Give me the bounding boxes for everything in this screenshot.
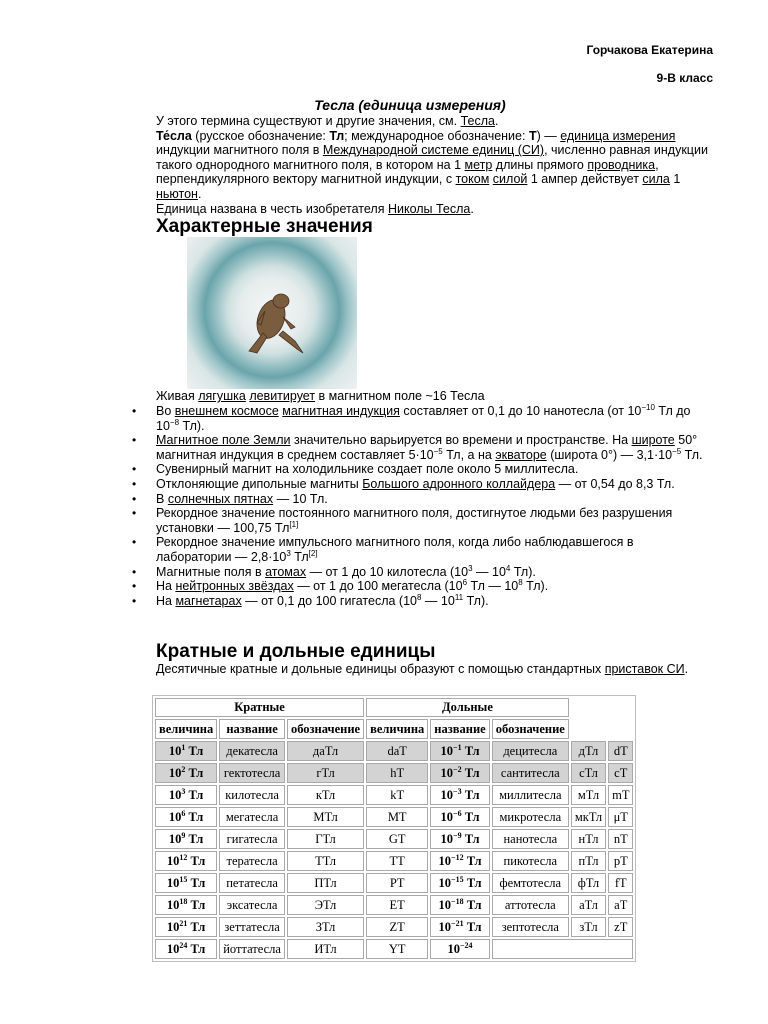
magnitude-unit: Тл bbox=[461, 787, 480, 802]
magnitude-cell bbox=[155, 741, 217, 761]
inline-link[interactable]: Магнитное поле Земли bbox=[156, 433, 291, 448]
unit-name-cell: килотесла bbox=[219, 785, 285, 805]
magnitude-cell bbox=[430, 917, 489, 937]
item-text: В bbox=[156, 491, 168, 506]
metre-link[interactable]: метр bbox=[464, 157, 493, 172]
inline-link[interactable]: внешнем космосе bbox=[174, 404, 279, 418]
unit-symbol-ru-cell: ЗТл bbox=[287, 917, 364, 937]
magnitude-exponent: −18 bbox=[451, 896, 464, 906]
column-header: название bbox=[219, 719, 285, 739]
item-text: — 10 bbox=[472, 564, 506, 579]
table-row bbox=[155, 917, 633, 937]
item-text: Тл. bbox=[681, 447, 703, 462]
magnitude-base: 10 bbox=[440, 765, 454, 780]
multiples-text: . bbox=[684, 662, 689, 676]
unit-name-cell: мегатесла bbox=[219, 807, 285, 827]
inline-link[interactable]: нейтронных звёздах bbox=[175, 579, 294, 594]
inline-link[interactable]: магнитная индукция bbox=[282, 404, 400, 418]
magnitude-exponent: −6 bbox=[453, 808, 462, 818]
unit-symbol-ru-cell: пТл bbox=[571, 851, 606, 871]
magnitude-base: 10 bbox=[440, 809, 454, 824]
magnitude-exponent: 12 bbox=[179, 852, 188, 862]
list-item bbox=[132, 535, 712, 564]
magnitude-cell bbox=[155, 807, 217, 827]
item-text: Тл). bbox=[522, 579, 549, 594]
unit-name-cell: нанотесла bbox=[492, 829, 569, 849]
unit-symbol-int-cell: PT bbox=[366, 873, 428, 893]
force-link[interactable]: сила bbox=[642, 172, 670, 187]
item-text: (широта 0°) — 3,1·10 bbox=[546, 447, 673, 462]
magnitude-base: 10 bbox=[168, 831, 182, 846]
unit-name-cell: эксатесла bbox=[219, 895, 285, 915]
magnitude-cell bbox=[155, 873, 217, 893]
item-text: — от 0,1 до 100 гигатесла (10 bbox=[241, 593, 417, 608]
unit-name-cell: миллитесла bbox=[492, 785, 569, 805]
superscript: −5 bbox=[433, 446, 443, 456]
levitating-frog-image bbox=[187, 237, 357, 389]
unit-name-cell: децитесла bbox=[492, 741, 569, 761]
unit-symbol-ru-cell: дТл bbox=[571, 741, 606, 761]
intro-text: 1 bbox=[669, 172, 681, 187]
unit-name-cell: йоттатесла bbox=[219, 939, 285, 959]
frog-icon bbox=[187, 237, 357, 389]
intro-text: . bbox=[197, 186, 202, 201]
magnitude-exponent: 15 bbox=[179, 874, 188, 884]
bullet-icon: • bbox=[132, 491, 137, 506]
list-item bbox=[132, 592, 712, 609]
inline-link[interactable]: атомах bbox=[265, 564, 307, 579]
levitation-link[interactable]: левитирует bbox=[249, 389, 316, 403]
magnitude-cell bbox=[155, 785, 217, 805]
item-text: — от 1 до 10 килотесла (10 bbox=[306, 564, 469, 579]
magnitude-base: 10 bbox=[438, 875, 452, 890]
magnitude-base: 10 bbox=[438, 897, 452, 912]
unit-symbol-int-cell: fT bbox=[608, 873, 633, 893]
magnitude-base: 10 bbox=[440, 743, 454, 758]
list-item bbox=[132, 506, 712, 535]
unit-symbol-ru-cell: даТл bbox=[287, 741, 364, 761]
superscript: [1] bbox=[289, 519, 299, 529]
magnitude-base: 10 bbox=[440, 787, 454, 802]
magnitude-base: 10 bbox=[168, 787, 182, 802]
item-text: — 10 Тл. bbox=[273, 491, 328, 506]
table-row bbox=[155, 807, 633, 827]
magnitude-exponent: 6 bbox=[181, 808, 186, 818]
table-row bbox=[155, 895, 633, 915]
magnitude-base: 10 bbox=[166, 919, 180, 934]
conductor-link[interactable]: проводника bbox=[587, 157, 656, 172]
magnitude-unit: Тл bbox=[185, 765, 204, 780]
unit-symbol-int-cell: nT bbox=[608, 829, 633, 849]
unit-symbol-int-cell: GT bbox=[366, 829, 428, 849]
item-text: На bbox=[156, 579, 176, 594]
group-submultiples-header: Дольные bbox=[366, 698, 569, 717]
magnitude-unit: Тл bbox=[187, 897, 206, 912]
inline-link[interactable]: экваторе bbox=[495, 447, 547, 462]
bullet-icon: • bbox=[132, 506, 137, 521]
magnitude-exponent: −24 bbox=[459, 940, 473, 950]
intro-text: . bbox=[470, 201, 474, 216]
magnitude-cell bbox=[155, 851, 217, 871]
item-text: Во bbox=[156, 404, 175, 418]
intro-text: , численно равная индукции такого однородного магнитного поля, в котором на 1 bbox=[156, 143, 708, 172]
unit-symbol-int-cell: ET bbox=[366, 895, 428, 915]
table-row bbox=[155, 851, 633, 871]
magnitude-base: 10 bbox=[440, 831, 454, 846]
item-text: Сувенирный магнит на холодильнике создает поле около 5 миллитесла. bbox=[156, 462, 579, 477]
unit-symbol-ru-cell: кТл bbox=[287, 785, 364, 805]
item-text: — от 1 до 100 мегатесла (10 bbox=[293, 579, 463, 594]
magnitude-cell bbox=[155, 895, 217, 915]
list-item bbox=[132, 462, 712, 477]
magnitude-cell bbox=[155, 763, 217, 783]
magnitude-unit: Тл bbox=[463, 853, 482, 868]
unit-symbol-ru-cell: ПТл bbox=[287, 873, 364, 893]
unit-symbol-ru-cell: ИТл bbox=[287, 939, 364, 959]
item-text: Тл bbox=[290, 549, 309, 564]
superscript: 3 bbox=[468, 563, 473, 573]
list-item bbox=[132, 433, 712, 462]
superscript: −8 bbox=[169, 417, 180, 427]
section-heading-characteristic: Характерные значения bbox=[156, 216, 373, 237]
magnitude-unit: Тл bbox=[461, 831, 480, 846]
characteristic-values-list bbox=[132, 402, 712, 608]
bullet-icon: • bbox=[132, 476, 137, 491]
unit-name-cell: пикотесла bbox=[492, 851, 569, 871]
magnitude-base: 10 bbox=[447, 941, 460, 956]
section-heading-multiples: Кратные и дольные единицы bbox=[156, 641, 436, 662]
bullet-icon: • bbox=[132, 564, 137, 579]
list-item bbox=[132, 491, 712, 507]
inline-link[interactable]: солнечных пятнах bbox=[167, 491, 274, 506]
superscript: 6 bbox=[462, 577, 468, 587]
item-text: — от 0,54 до 8,3 Тл. bbox=[555, 476, 675, 491]
magnitude-base: 10 bbox=[168, 809, 182, 824]
unit-symbol-int-cell: YT bbox=[366, 939, 428, 959]
superscript: 3 bbox=[286, 548, 291, 558]
magnitude-unit: Тл bbox=[185, 787, 204, 802]
column-header: обозначение bbox=[492, 719, 569, 739]
newton-link[interactable]: ньютон bbox=[156, 186, 198, 201]
magnitude-base: 10 bbox=[168, 743, 182, 758]
unit-link[interactable]: единица измерения bbox=[560, 128, 676, 143]
magnitude-base: 10 bbox=[168, 765, 182, 780]
magnitude-cell bbox=[430, 851, 489, 871]
unit-symbol-int-cell: kT bbox=[366, 785, 428, 805]
inline-link[interactable]: магнетарах bbox=[175, 593, 242, 608]
magnitude-unit: Тл bbox=[187, 875, 206, 890]
author-name: Горчакова Екатерина bbox=[586, 43, 713, 57]
table-row bbox=[155, 829, 633, 849]
unit-name-cell: зеттатесла bbox=[219, 917, 285, 937]
item-text: Тл). bbox=[179, 418, 205, 433]
magnitude-exponent: 24 bbox=[179, 940, 188, 950]
magnitude-exponent: −3 bbox=[453, 786, 462, 796]
unit-symbol-int-cell: hT bbox=[366, 763, 428, 783]
superscript: 8 bbox=[518, 577, 523, 587]
multiples-paragraph bbox=[156, 662, 712, 677]
magnitude-unit: Тл bbox=[463, 897, 482, 912]
unit-symbol-int-cell: μT bbox=[608, 807, 633, 827]
magnitude-exponent: 9 bbox=[181, 830, 186, 840]
magnitude-base: 10 bbox=[166, 875, 180, 890]
unit-symbol-ru-cell: фТл bbox=[571, 873, 606, 893]
unit-name-cell: аттотесла bbox=[492, 895, 569, 915]
magnitude-unit: Тл bbox=[463, 919, 482, 934]
magnitude-exponent: −2 bbox=[453, 764, 462, 774]
item-text: На bbox=[156, 593, 176, 608]
magnitude-unit: Тл bbox=[463, 875, 482, 890]
unit-symbol-ru-cell: мкТл bbox=[571, 807, 606, 827]
si-prefixes-link[interactable]: приставок СИ bbox=[604, 662, 685, 676]
magnitude-unit: Тл bbox=[185, 743, 204, 758]
unit-name-cell: декатесла bbox=[219, 741, 285, 761]
ru-symbol: Тл bbox=[329, 128, 345, 143]
unit-symbol-ru-cell: гТл bbox=[287, 763, 364, 783]
bullet-icon: • bbox=[132, 404, 137, 418]
magnitude-unit: Тл bbox=[185, 831, 204, 846]
int-symbol: T bbox=[528, 128, 537, 143]
item-text: значительно варьируется во времени и пространстве. На bbox=[290, 433, 632, 448]
magnitude-cell bbox=[155, 829, 217, 849]
unit-name-cell: сантитесла bbox=[492, 763, 569, 783]
inline-link[interactable]: широте bbox=[631, 433, 675, 448]
intro-text: длины прямого bbox=[492, 157, 588, 172]
intro-paragraph bbox=[156, 114, 712, 216]
current-link[interactable]: током bbox=[455, 172, 490, 187]
unit-symbol-int-cell: TT bbox=[366, 851, 428, 871]
magnitude-cell bbox=[430, 895, 489, 915]
unit-symbol-ru-cell: ТТл bbox=[287, 851, 364, 871]
tesla-disambiguation-link[interactable]: Тесла bbox=[460, 114, 495, 128]
intro-text: Единица названа в честь изобретателя bbox=[156, 201, 388, 216]
magnitude-cell bbox=[430, 829, 489, 849]
unit-symbol-int-cell: aT bbox=[608, 895, 633, 915]
column-header: обозначение bbox=[287, 719, 364, 739]
unit-name-cell: фемтотесла bbox=[492, 873, 569, 893]
list-item bbox=[132, 476, 712, 492]
item-text: составляет от 0,1 до 10 нанотесла (от 10 bbox=[399, 404, 642, 418]
item-text: Тл). bbox=[463, 593, 489, 608]
unit-symbol-ru-cell: ГТл bbox=[287, 829, 364, 849]
column-header: название bbox=[430, 719, 489, 739]
magnitude-unit: Тл bbox=[461, 765, 480, 780]
frog-link[interactable]: лягушка bbox=[198, 389, 246, 403]
magnitude-exponent: 1 bbox=[181, 742, 186, 752]
magnitude-cell bbox=[155, 917, 217, 937]
magnitude-base: 10 bbox=[166, 897, 180, 912]
table-row bbox=[155, 741, 633, 761]
item-text: Рекордное значение постоянного магнитного поля, достигнутое людьми без разрушения установки — 100,75 Тл bbox=[156, 506, 673, 535]
magnitude-exponent: 2 bbox=[181, 764, 186, 774]
magnitude-cell bbox=[155, 939, 217, 959]
unit-symbol-ru-cell: зТл bbox=[571, 917, 606, 937]
magnitude-unit: Тл bbox=[185, 809, 204, 824]
table-row bbox=[155, 873, 633, 893]
unit-symbol-int-cell: zT bbox=[608, 917, 633, 937]
caption-text: в магнитном поле ~16 Тесла bbox=[315, 389, 485, 403]
document-title: Тесла (единица измерения) bbox=[314, 97, 506, 113]
unit-symbol-int-cell: mT bbox=[608, 785, 633, 805]
inline-link[interactable]: Большого адронного коллайдера bbox=[362, 476, 556, 491]
intro-text: ; международное обозначение: bbox=[344, 128, 529, 143]
item-text: 50° магнитная индукция в среднем составляет 5·10 bbox=[156, 433, 698, 462]
magnitude-exponent: −12 bbox=[451, 852, 464, 862]
unit-name-cell: тератесла bbox=[219, 851, 285, 871]
intro-text: , перпендикулярного вектору магнитной индукции, с bbox=[156, 157, 659, 187]
magnitude-cell bbox=[430, 807, 489, 827]
intro-text: 1 ампер действует bbox=[527, 172, 643, 187]
unit-symbol-ru-cell: нТл bbox=[571, 829, 606, 849]
bullet-icon: • bbox=[132, 462, 137, 477]
unit-symbol-int-cell: cT bbox=[608, 763, 633, 783]
bullet-icon: • bbox=[132, 593, 137, 608]
magnitude-base: 10 bbox=[166, 853, 180, 868]
item-text: Тл — 10 bbox=[467, 579, 519, 594]
magnitude-unit: Тл bbox=[461, 809, 480, 824]
unit-symbol-int-cell: pT bbox=[608, 851, 633, 871]
unit-name-cell: зептотесла bbox=[492, 917, 569, 937]
si-link[interactable]: Международной системе единиц (СИ) bbox=[322, 143, 545, 158]
units-table bbox=[152, 695, 636, 962]
superscript: [2] bbox=[308, 548, 318, 558]
caption-text: Живая bbox=[156, 389, 199, 403]
superscript: −5 bbox=[672, 446, 682, 456]
list-item bbox=[132, 563, 712, 580]
item-text: Тл, а на bbox=[442, 447, 496, 462]
magnitude-cell bbox=[430, 741, 489, 761]
current-strength-link[interactable]: силой bbox=[492, 172, 528, 187]
magnitude-cell bbox=[430, 873, 489, 893]
superscript: 4 bbox=[505, 563, 511, 573]
unit-symbol-int-cell: dT bbox=[608, 741, 633, 761]
unit-symbol-ru-cell: ЭТл bbox=[287, 895, 364, 915]
unit-name-cell: гектотесла bbox=[219, 763, 285, 783]
bullet-icon: • bbox=[132, 535, 137, 550]
unit-symbol-ru-cell: мТл bbox=[571, 785, 606, 805]
magnitude-unit: Тл bbox=[187, 853, 206, 868]
unit-symbol-ru-cell: сТл bbox=[571, 763, 606, 783]
column-header: величина bbox=[366, 719, 428, 739]
item-text: Тл до 10 bbox=[156, 404, 691, 433]
item-text: Отклоняющие дипольные магниты bbox=[156, 476, 363, 491]
superscript: 11 bbox=[454, 592, 464, 602]
magnitude-exponent: −21 bbox=[451, 918, 464, 928]
bullet-icon: • bbox=[132, 433, 137, 448]
item-text: Тл). bbox=[510, 564, 536, 579]
image-caption bbox=[156, 389, 712, 404]
class-label: 9-В класс bbox=[656, 71, 713, 85]
intro-text: . bbox=[494, 114, 499, 128]
magnitude-exponent: 21 bbox=[179, 918, 188, 928]
magnitude-unit: Тл bbox=[461, 743, 480, 758]
unit-symbol-ru-cell: МТл bbox=[287, 807, 364, 827]
magnitude-exponent: −15 bbox=[451, 874, 464, 884]
magnitude-exponent: 3 bbox=[181, 786, 186, 796]
unit-name-cell: гигатесла bbox=[219, 829, 285, 849]
multiples-text: Десятичные кратные и дольные единицы образуют с помощью стандартных bbox=[156, 662, 605, 676]
item-text: — 10 bbox=[421, 593, 455, 608]
group-multiples-header: Кратные bbox=[155, 698, 364, 717]
empty-cell bbox=[492, 939, 634, 959]
unit-name-cell: петатесла bbox=[219, 873, 285, 893]
column-header: величина bbox=[155, 719, 217, 739]
superscript: −10 bbox=[641, 402, 655, 412]
magnitude-cell bbox=[430, 939, 489, 959]
magnitude-exponent: −1 bbox=[453, 742, 462, 752]
item-text: Магнитные поля в bbox=[156, 564, 266, 579]
magnitude-exponent: 18 bbox=[179, 896, 188, 906]
bullet-icon: • bbox=[132, 579, 137, 594]
magnitude-cell bbox=[430, 763, 489, 783]
intro-text: У этого термина существуют и другие значения, см. bbox=[156, 114, 461, 128]
unit-symbol-int-cell: MT bbox=[366, 807, 428, 827]
intro-text: (русское обозначение: bbox=[191, 128, 330, 143]
magnitude-base: 10 bbox=[438, 919, 452, 934]
term-tesla: Те́сла bbox=[156, 128, 192, 143]
table-row bbox=[155, 763, 633, 783]
intro-text: ) — bbox=[536, 128, 561, 143]
intro-text: индукции магнитного поля в bbox=[156, 143, 323, 158]
magnitude-unit: Тл bbox=[187, 941, 206, 956]
list-item bbox=[132, 402, 712, 433]
superscript: 8 bbox=[417, 592, 422, 602]
nikola-tesla-link[interactable]: Николы Тесла bbox=[387, 201, 471, 216]
magnitude-exponent: −9 bbox=[453, 830, 462, 840]
item-text: Рекордное значение импульсного магнитного поля, когда либо наблюдавшегося в лаборатории — 2,8·10 bbox=[156, 535, 634, 564]
unit-name-cell: микротесла bbox=[492, 807, 569, 827]
magnitude-cell bbox=[430, 785, 489, 805]
unit-symbol-int-cell: daT bbox=[366, 741, 428, 761]
table-row bbox=[155, 785, 633, 805]
list-item bbox=[132, 577, 712, 594]
magnitude-base: 10 bbox=[166, 941, 180, 956]
unit-symbol-ru-cell: аТл bbox=[571, 895, 606, 915]
magnitude-unit: Тл bbox=[187, 919, 206, 934]
magnitude-base: 10 bbox=[438, 853, 452, 868]
table-row bbox=[155, 939, 633, 959]
unit-symbol-int-cell: ZT bbox=[366, 917, 428, 937]
